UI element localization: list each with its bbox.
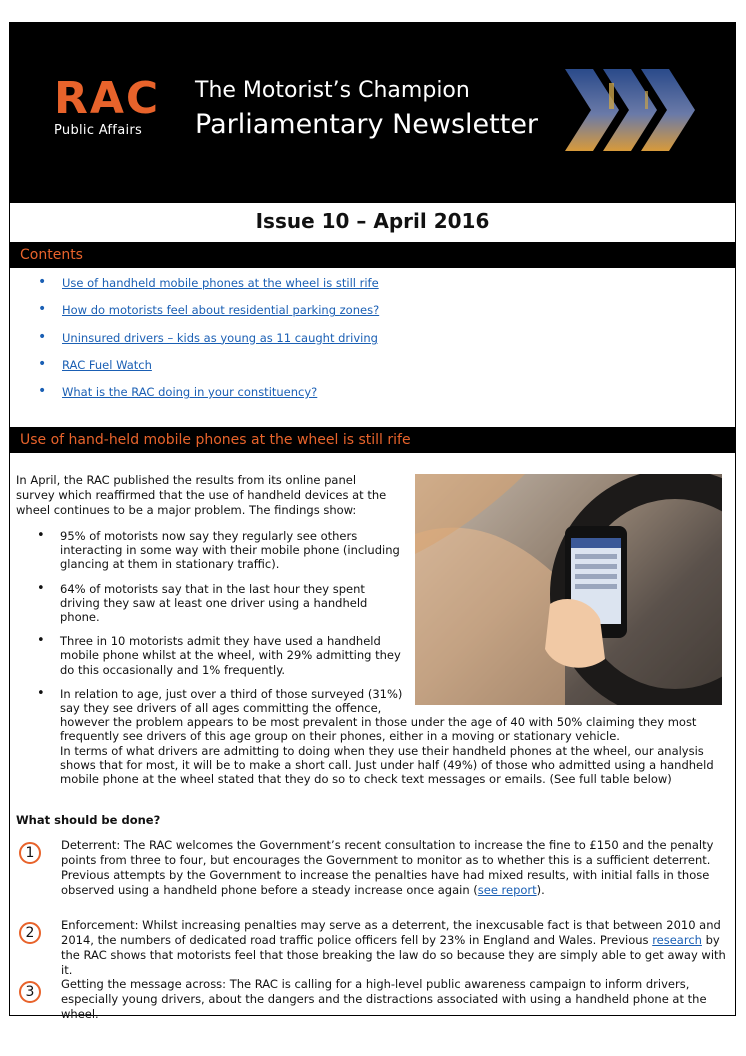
number-1-badge: 1	[19, 842, 41, 864]
contents-link-uninsured-drivers[interactable]: Uninsured drivers – kids as young as 11 caught driving	[62, 330, 378, 345]
contents-item	[38, 276, 379, 303]
contents-item	[38, 331, 379, 358]
finding-text-c: In terms of what drivers are admitting to doing when they use their handheld phones at the wheel, our analysis shows that for most, it will be to make a short call. Just under half (49%) of those who admitted using a handheld mobile phone at the wheel stated that they do so to check text messages or emails. (See full table below)	[60, 743, 714, 787]
contents-item	[38, 385, 379, 412]
header-banner	[10, 23, 735, 203]
contents-link-constituency[interactable]: What is the RAC doing in your constituency?	[62, 385, 318, 400]
what-should-be-done-heading: What should be done?	[16, 813, 161, 827]
banner-titles	[195, 77, 538, 143]
see-report-link[interactable]: see report	[477, 883, 537, 897]
contents-link-mobile-phones[interactable]: Use of handheld mobile phones at the wheel is still rife	[62, 276, 379, 290]
finding-item: • 64% of motorists say that in the last hour they spent driving they saw at least one driver using a handheld phone.	[16, 582, 405, 625]
research-link[interactable]: research	[652, 933, 702, 947]
finding-item: • 95% of motorists now say they regularly see others interacting in some way with their mobile phone (including glancing at them in stationary traffic).	[16, 529, 405, 572]
findings-list	[16, 529, 731, 796]
recommendation-text	[61, 918, 731, 978]
contents-link-parking-zones[interactable]: How do motorists feel about residential parking zones?	[62, 303, 380, 318]
logo-subtitle: Public Affairs	[54, 123, 143, 138]
contents-link-fuel-watch[interactable]: RAC Fuel Watch	[62, 357, 152, 372]
recommendation-awareness	[16, 977, 731, 1022]
rac-logo	[54, 73, 164, 138]
recommendation-enforcement	[16, 918, 731, 978]
recommendation-tail: by the RAC shows that motorists feel that those breaking the law do so because they are simply able to get away with it.	[61, 933, 726, 977]
article-intro: In April, the RAC published the results from its online panel survey which reaffirmed that the use of handheld devices at the wheel continues to be a major problem. The findings show:	[16, 473, 387, 517]
issue-title: Issue 10 – April 2016	[255, 209, 490, 233]
recommendation-deterrent	[16, 838, 731, 898]
recommendation-body: Enforcement: Whilst increasing penalties may serve as a deterrent, the inexcusable fact is that between 2010 and 2014, the numbers of dedicated road traffic police officers fell by 23% in England and Wales. Previous	[61, 918, 721, 947]
newsletter-title: Parliamentary Newsletter	[195, 109, 539, 140]
recommendation-body: Deterrent: The RAC welcomes the Government’s recent consultation to increase the fine to £150 and the penalty points from three to four, but encourages the Government to monitor as to whether this is a sufficient deterrent. Previous attempts by the Government to increase the penalties have had mixed results, with initial falls in those observed using a handheld phone before a steady increase once again (	[61, 838, 714, 897]
recommendation-tail: ).	[536, 883, 545, 897]
newsletter-page	[9, 22, 736, 1021]
tagline: The Motorist’s Champion	[195, 78, 470, 103]
finding-item: • Three in 10 motorists admit they have used a handheld mobile phone whilst at the wheel, with 29% admitting they do this occasionally and 1% frequently.	[16, 634, 405, 677]
contents-heading: Contents	[10, 242, 735, 268]
westminster-arrows-icon	[565, 69, 705, 151]
logo-mark: RAC	[54, 73, 161, 124]
recommendation-body: Getting the message across: The RAC is calling for a high-level public awareness campaign to inform drivers, especially young drivers, about the dangers and the distractions associated with using a handheld phone at the wheel.	[61, 977, 707, 1021]
number-3-badge: 3	[19, 981, 41, 1003]
finding-text-b: however the problem appears to be most prevalent in those under the age of 40 with 50% claiming they most frequently see drivers of this age group on their phones, either in a moving or stationary vehicle.	[60, 715, 697, 744]
number-2-badge: 2	[19, 922, 41, 944]
recommendation-text	[61, 977, 731, 1022]
finding-item	[16, 687, 736, 786]
contents-list	[38, 276, 379, 412]
finding-text-a: • In relation to age, just over a third of those surveyed (31%) say they see drivers of all ages committing the offence,	[60, 686, 403, 716]
contents-item	[38, 358, 379, 385]
contents-item	[38, 303, 379, 330]
recommendation-text	[61, 838, 731, 898]
article-heading: Use of hand-held mobile phones at the wheel is still rife	[10, 427, 735, 453]
